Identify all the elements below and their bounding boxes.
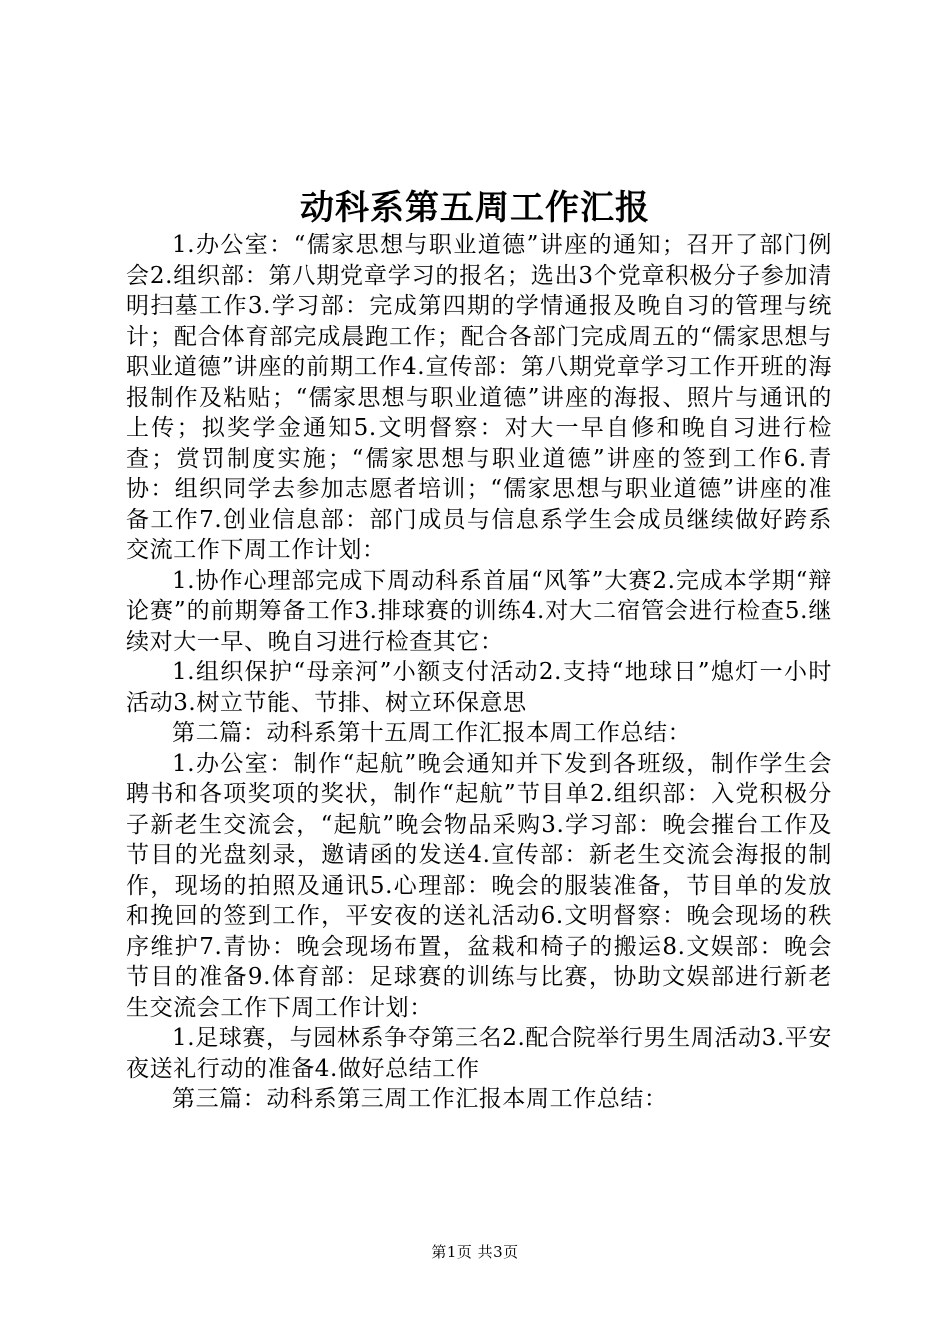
document-title: 动科系第五周工作汇报 <box>300 188 650 228</box>
paragraph-4-section-heading: 第二篇：动科系第十五周工作汇报本周工作总结： <box>172 720 692 746</box>
paragraph-7-section-heading: 第三篇：动科系第三周工作汇报本周工作总结： <box>172 1086 668 1112</box>
paragraph-5: 1.办公室：制作“起航”晚会通知并下发到各班级，制作学生会聘书和各项奖项的奖状，制作“起航”节目单2.组织部：入党积极分子新老生交流会，“起航”晚会物品采购3.学习部：晚会摧台工作及节目的光盘刻录，邀请函的发送4.宣传部：新老生交流会海报的制作，现场的拍照及通讯5.心理部：晚会的服装准备，节目单的发放和挽回的签到工作，平安夜的送礼活动6.文明督察：晚会现场的秩序维护7.青协：晚会现场布置，盆栽和椅子的搬运8.文娱部：晚会节目的准备9.体育部：足球赛的训练与比赛，协助文娱部进行新老生交流会工作下周工作计划： <box>126 750 832 1021</box>
paragraph-3: 1.组织保护“母亲河”小额支付活动2.支持“地球日”熄灯一小时活动3.树立节能、节排、树立环保意思 <box>126 659 832 716</box>
paragraph-6: 1.足球赛，与园林系争夺第三名2.配合院举行男生周活动3.平安夜送礼行动的准备4.做好总结工作 <box>126 1025 832 1082</box>
page-number-footer: 第1页 共3页 <box>431 1243 519 1261</box>
paragraph-1: 1.办公室：“儒家思想与职业道德”讲座的通知；召开了部门例会2.组织部：第八期党章学习的报名；选出3个党章积极分子参加清明扫墓工作3.学习部：完成第四期的学情通报及晚自习的管理与统计；配合体育部完成晨跑工作；配合各部门完成周五的“儒家思想与职业道德”讲座的前期工作4.宣传部：第八期党章学习工作开班的海报制作及粘贴；“儒家思想与职业道德”讲座的海报、照片与通讯的上传；拟奖学金通知5.文明督察：对大一早自修和晚自习进行检查；赏罚制度实施；“儒家思想与职业道德”讲座的签到工作6.青协：组织同学去参加志愿者培训；“儒家思想与职业道德”讲座的准备工作7.创业信息部：部门成员与信息系学生会成员继续做好跨系交流工作下周工作计划： <box>126 232 832 563</box>
document-body <box>126 230 832 1115</box>
paragraph-2: 1.协作心理部完成下周动科系首届“风筝”大赛2.完成本学期“辩论赛”的前期筹备工作3.排球赛的训练4.对大二宿管会进行检查5.继续对大一早、晚自习进行检查其它： <box>126 567 832 655</box>
